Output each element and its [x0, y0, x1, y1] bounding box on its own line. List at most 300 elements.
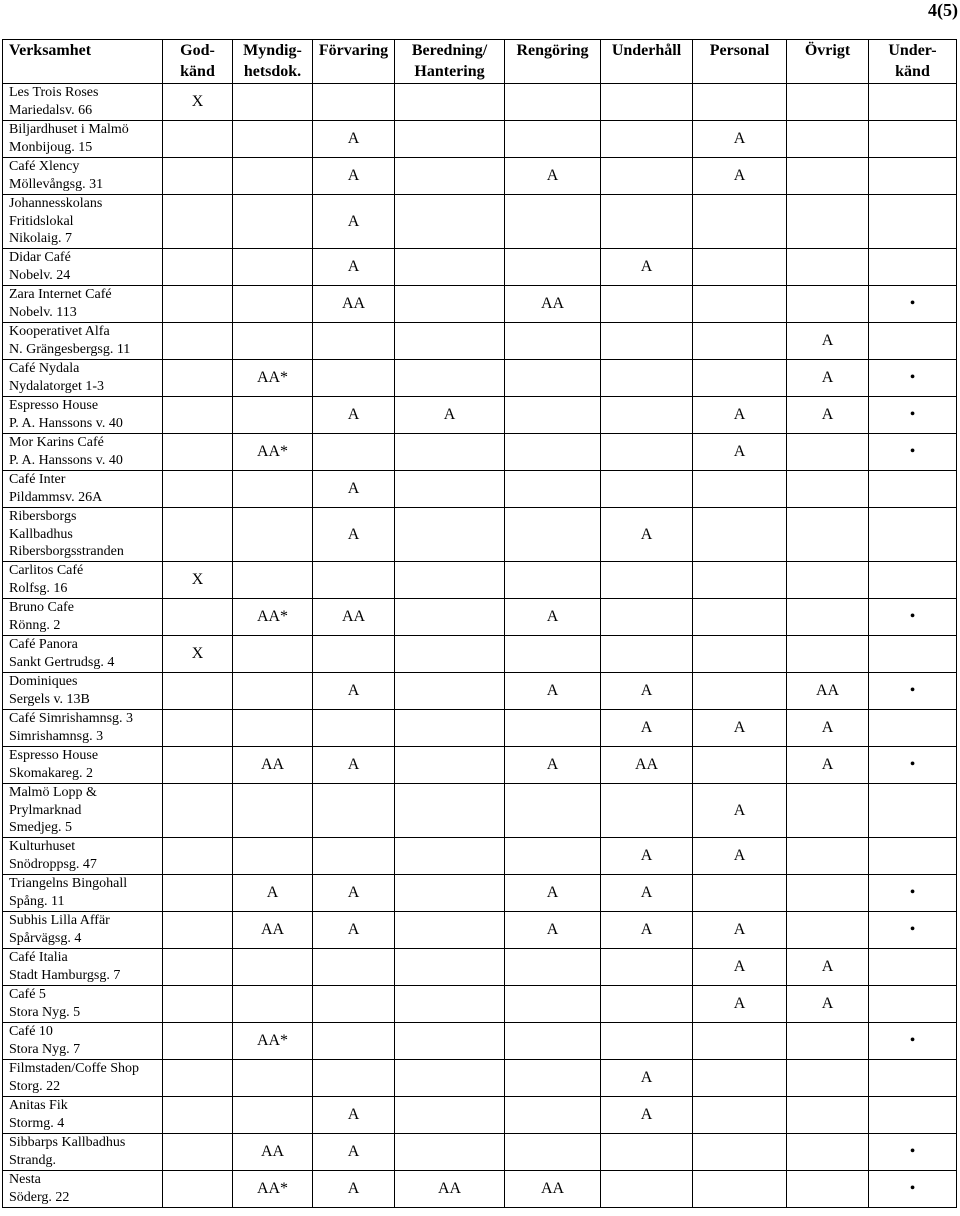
underhall-cell [601, 784, 693, 838]
myndighetsdok-cell: AA* [233, 434, 313, 471]
page-number: 4(5) [928, 0, 958, 20]
forvaring-cell [313, 360, 395, 397]
forvaring-cell: A [313, 875, 395, 912]
personal-cell [693, 747, 787, 784]
rengoring-cell: AA [505, 286, 601, 323]
beredning-cell [395, 84, 505, 121]
table-row [3, 912, 957, 949]
table-row [3, 249, 957, 286]
underkand-cell: • [869, 434, 957, 471]
business-name: Kulturhuset [9, 839, 76, 854]
underhall-cell [601, 158, 693, 195]
business-address-line: Ribersborgsstranden [9, 544, 124, 559]
underkand-cell: • [869, 360, 957, 397]
underhall-cell [601, 195, 693, 249]
myndighetsdok-cell [233, 121, 313, 158]
personal-cell: A [693, 949, 787, 986]
beredning-cell [395, 636, 505, 673]
business-address-line: Stora Nyg. 7 [9, 1041, 81, 1057]
business-name: Malmö Lopp & [9, 785, 97, 800]
rengoring-cell [505, 1060, 601, 1097]
ovrigt-cell [787, 599, 869, 636]
godkand-cell [163, 286, 233, 323]
myndighetsdok-cell: AA* [233, 1023, 313, 1060]
personal-cell [693, 508, 787, 562]
underkand-cell: • [869, 1134, 957, 1171]
rengoring-cell [505, 249, 601, 286]
underkand-cell [869, 471, 957, 508]
verksamhet-cell [3, 1060, 163, 1097]
godkand-cell [163, 784, 233, 838]
header-personal: Personal [693, 40, 787, 84]
personal-cell: A [693, 912, 787, 949]
business-name: Ribersborgs [9, 509, 77, 524]
forvaring-cell: A [313, 195, 395, 249]
personal-cell [693, 636, 787, 673]
business-name: Filmstaden/Coffe Shop [9, 1061, 140, 1076]
personal-cell [693, 249, 787, 286]
personal-cell [693, 195, 787, 249]
verksamhet-cell [3, 784, 163, 838]
ovrigt-cell [787, 562, 869, 599]
underhall-cell: A [601, 1097, 693, 1134]
myndighetsdok-cell [233, 986, 313, 1023]
business-name: Café Simrishamnsg. 3 [9, 711, 134, 726]
underkand-cell [869, 84, 957, 121]
forvaring-cell [313, 838, 395, 875]
myndighetsdok-cell [233, 286, 313, 323]
beredning-cell [395, 508, 505, 562]
underhall-cell: A [601, 1060, 693, 1097]
beredning-cell [395, 875, 505, 912]
ovrigt-cell: A [787, 397, 869, 434]
personal-cell: A [693, 121, 787, 158]
table-row [3, 949, 957, 986]
rengoring-cell [505, 710, 601, 747]
rengoring-cell: A [505, 912, 601, 949]
rengoring-cell: A [505, 673, 601, 710]
forvaring-cell [313, 562, 395, 599]
table-row [3, 323, 957, 360]
beredning-cell [395, 1060, 505, 1097]
underhall-cell: A [601, 912, 693, 949]
beredning-cell [395, 838, 505, 875]
business-address-line: Sankt Gertrudsg. 4 [9, 654, 115, 670]
personal-cell [693, 1171, 787, 1208]
business-address-line: Simrishamnsg. 3 [9, 728, 104, 744]
beredning-cell [395, 1134, 505, 1171]
forvaring-cell [313, 323, 395, 360]
myndighetsdok-cell: AA* [233, 599, 313, 636]
godkand-cell [163, 673, 233, 710]
personal-cell [693, 84, 787, 121]
forvaring-cell [313, 434, 395, 471]
underhall-cell [601, 1171, 693, 1208]
personal-cell [693, 323, 787, 360]
underhall-cell [601, 636, 693, 673]
myndighetsdok-cell [233, 195, 313, 249]
rengoring-cell [505, 508, 601, 562]
ovrigt-cell [787, 286, 869, 323]
forvaring-cell [313, 949, 395, 986]
business-name: Espresso House [9, 398, 99, 413]
ovrigt-cell: AA [787, 673, 869, 710]
business-name: Café Panora [9, 637, 78, 652]
beredning-cell: AA [395, 1171, 505, 1208]
business-address-line: Smedjeg. 5 [9, 820, 72, 835]
business-name: Dominiques [9, 674, 78, 689]
underhall-cell [601, 121, 693, 158]
underkand-cell: • [869, 1171, 957, 1208]
underkand-cell [869, 1097, 957, 1134]
beredning-cell [395, 121, 505, 158]
rengoring-cell [505, 1097, 601, 1134]
business-address-line: Mariedalsv. 66 [9, 102, 93, 118]
table-row [3, 710, 957, 747]
ovrigt-cell [787, 1023, 869, 1060]
godkand-cell [163, 249, 233, 286]
underhall-cell [601, 1023, 693, 1060]
rengoring-cell [505, 360, 601, 397]
table-row [3, 747, 957, 784]
verksamhet-cell [3, 434, 163, 471]
ovrigt-cell [787, 158, 869, 195]
rengoring-cell [505, 397, 601, 434]
rengoring-cell [505, 434, 601, 471]
underhall-cell: AA [601, 747, 693, 784]
ovrigt-cell: A [787, 949, 869, 986]
verksamhet-cell [3, 1171, 163, 1208]
verksamhet-cell [3, 1097, 163, 1134]
underkand-cell: • [869, 673, 957, 710]
personal-cell [693, 1023, 787, 1060]
table-row [3, 195, 957, 249]
beredning-cell [395, 360, 505, 397]
godkand-cell [163, 747, 233, 784]
business-address-line: N. Grängesbergsg. 11 [9, 341, 131, 357]
myndighetsdok-cell [233, 249, 313, 286]
godkand-cell: X [163, 636, 233, 673]
rengoring-cell: A [505, 747, 601, 784]
ovrigt-cell [787, 249, 869, 286]
myndighetsdok-cell [233, 158, 313, 195]
myndighetsdok-cell [233, 323, 313, 360]
header-rengoring: Rengöring [505, 40, 601, 84]
godkand-cell [163, 986, 233, 1023]
header-ovrigt: Övrigt [787, 40, 869, 84]
business-name: Espresso House [9, 748, 99, 763]
forvaring-cell: A [313, 912, 395, 949]
table-row [3, 360, 957, 397]
underkand-cell [869, 249, 957, 286]
beredning-cell [395, 434, 505, 471]
beredning-cell [395, 599, 505, 636]
ovrigt-cell: A [787, 360, 869, 397]
header-row [3, 40, 957, 84]
beredning-cell [395, 710, 505, 747]
verksamhet-cell [3, 562, 163, 599]
beredning-cell [395, 986, 505, 1023]
table-row [3, 158, 957, 195]
myndighetsdok-cell: AA [233, 912, 313, 949]
verksamhet-cell [3, 599, 163, 636]
header-underkand-line1: Under- [888, 42, 937, 59]
header-underkand [869, 40, 957, 84]
table-row [3, 84, 957, 121]
ovrigt-cell [787, 838, 869, 875]
myndighetsdok-cell [233, 562, 313, 599]
godkand-cell [163, 599, 233, 636]
verksamhet-cell [3, 636, 163, 673]
forvaring-cell [313, 636, 395, 673]
business-address-line: Storg. 22 [9, 1078, 61, 1094]
personal-cell: A [693, 838, 787, 875]
godkand-cell [163, 323, 233, 360]
underhall-cell: A [601, 673, 693, 710]
business-address-line: Strandg. [9, 1152, 57, 1168]
verksamhet-cell [3, 360, 163, 397]
rengoring-cell [505, 636, 601, 673]
godkand-cell [163, 1134, 233, 1171]
godkand-cell [163, 434, 233, 471]
personal-cell [693, 360, 787, 397]
ovrigt-cell [787, 875, 869, 912]
business-name: Nesta [9, 1172, 41, 1187]
myndighetsdok-cell [233, 1060, 313, 1097]
beredning-cell [395, 1023, 505, 1060]
table-row [3, 636, 957, 673]
godkand-cell [163, 360, 233, 397]
business-address-line: P. A. Hanssons v. 40 [9, 415, 123, 431]
table-row [3, 397, 957, 434]
business-name: Kooperativet Alfa [9, 324, 110, 339]
godkand-cell [163, 121, 233, 158]
godkand-cell [163, 471, 233, 508]
business-name: Café Inter [9, 472, 66, 487]
forvaring-cell: A [313, 1134, 395, 1171]
myndighetsdok-cell: AA* [233, 360, 313, 397]
underhall-cell: A [601, 508, 693, 562]
forvaring-cell: A [313, 673, 395, 710]
business-address-line: Fritidslokal [9, 213, 74, 229]
beredning-cell [395, 286, 505, 323]
godkand-cell [163, 1060, 233, 1097]
myndighetsdok-cell [233, 1097, 313, 1134]
business-address-line: Nobelv. 113 [9, 304, 77, 320]
table-row [3, 599, 957, 636]
header-myndighetsdok-line2: hetsdok. [243, 63, 302, 80]
rengoring-cell: A [505, 158, 601, 195]
underhall-cell [601, 434, 693, 471]
business-name: Café Nydala [9, 361, 80, 376]
godkand-cell [163, 710, 233, 747]
table-row [3, 121, 957, 158]
business-address-line: Spång. 11 [9, 893, 65, 909]
verksamhet-cell [3, 710, 163, 747]
beredning-cell [395, 471, 505, 508]
table-body [3, 84, 957, 1208]
business-address-line: Nikolaig. 7 [9, 231, 72, 246]
underkand-cell: • [869, 286, 957, 323]
verksamhet-cell [3, 875, 163, 912]
personal-cell [693, 286, 787, 323]
underkand-cell [869, 195, 957, 249]
verksamhet-cell [3, 747, 163, 784]
business-name: Sibbarps Kallbadhus [9, 1135, 126, 1150]
forvaring-cell: A [313, 508, 395, 562]
business-name: Café 10 [9, 1024, 53, 1039]
rengoring-cell: AA [505, 1171, 601, 1208]
beredning-cell [395, 249, 505, 286]
ovrigt-cell [787, 471, 869, 508]
forvaring-cell: AA [313, 599, 395, 636]
business-name: Les Trois Roses [9, 85, 99, 100]
forvaring-cell [313, 784, 395, 838]
ovrigt-cell [787, 912, 869, 949]
header-underkand-line2: känd [895, 63, 930, 80]
forvaring-cell [313, 84, 395, 121]
myndighetsdok-cell: AA [233, 747, 313, 784]
personal-cell [693, 673, 787, 710]
business-address-line: Söderg. 22 [9, 1189, 70, 1205]
forvaring-cell: A [313, 158, 395, 195]
rengoring-cell [505, 471, 601, 508]
godkand-cell [163, 195, 233, 249]
myndighetsdok-cell [233, 471, 313, 508]
business-address-line: Monbijoug. 15 [9, 139, 93, 155]
business-name: Didar Café [9, 250, 71, 265]
verksamhet-cell [3, 949, 163, 986]
rengoring-cell: A [505, 875, 601, 912]
table-row [3, 434, 957, 471]
forvaring-cell: A [313, 249, 395, 286]
header-beredning [395, 40, 505, 84]
godkand-cell: X [163, 562, 233, 599]
personal-cell [693, 1060, 787, 1097]
verksamhet-cell [3, 986, 163, 1023]
underhall-cell [601, 471, 693, 508]
rengoring-cell [505, 949, 601, 986]
rengoring-cell [505, 323, 601, 360]
table-row [3, 784, 957, 838]
verksamhet-cell [3, 158, 163, 195]
ovrigt-cell [787, 1060, 869, 1097]
beredning-cell [395, 195, 505, 249]
business-address-line: Nobelv. 24 [9, 267, 71, 283]
myndighetsdok-cell [233, 397, 313, 434]
verksamhet-cell [3, 286, 163, 323]
business-address-line: Snödroppsg. 47 [9, 856, 97, 872]
myndighetsdok-cell: AA* [233, 1171, 313, 1208]
beredning-cell [395, 158, 505, 195]
table-row [3, 286, 957, 323]
underhall-cell: A [601, 875, 693, 912]
header-beredning-line2: Hantering [414, 63, 485, 80]
ovrigt-cell [787, 84, 869, 121]
godkand-cell [163, 1023, 233, 1060]
underhall-cell [601, 986, 693, 1023]
business-address-line: Rolfsg. 16 [9, 580, 68, 596]
business-name: Café Italia [9, 950, 68, 965]
ovrigt-cell [787, 1134, 869, 1171]
verksamhet-cell [3, 323, 163, 360]
verksamhet-cell [3, 838, 163, 875]
ovrigt-cell [787, 195, 869, 249]
personal-cell: A [693, 986, 787, 1023]
underhall-cell [601, 949, 693, 986]
underkand-cell: • [869, 747, 957, 784]
rengoring-cell [505, 562, 601, 599]
table-row [3, 875, 957, 912]
table-row [3, 1023, 957, 1060]
underkand-cell: • [869, 875, 957, 912]
godkand-cell [163, 875, 233, 912]
godkand-cell [163, 397, 233, 434]
verksamhet-cell [3, 249, 163, 286]
myndighetsdok-cell [233, 508, 313, 562]
beredning-cell [395, 1097, 505, 1134]
forvaring-cell: A [313, 121, 395, 158]
business-address-line: Sergels v. 13B [9, 691, 90, 707]
header-myndighetsdok [233, 40, 313, 84]
business-address-line: Skomakareg. 2 [9, 765, 93, 781]
beredning-cell [395, 562, 505, 599]
underkand-cell: • [869, 599, 957, 636]
forvaring-cell: AA [313, 286, 395, 323]
verksamhet-cell [3, 508, 163, 562]
personal-cell [693, 471, 787, 508]
business-address-line: Stormg. 4 [9, 1115, 65, 1131]
personal-cell [693, 599, 787, 636]
underhall-cell: A [601, 710, 693, 747]
underkand-cell [869, 158, 957, 195]
underkand-cell [869, 710, 957, 747]
rengoring-cell [505, 986, 601, 1023]
ovrigt-cell [787, 121, 869, 158]
verksamhet-cell [3, 121, 163, 158]
underhall-cell [601, 84, 693, 121]
forvaring-cell [313, 1023, 395, 1060]
header-godkand [163, 40, 233, 84]
personal-cell: A [693, 434, 787, 471]
business-address-line: Kallbadhus [9, 526, 73, 542]
myndighetsdok-cell [233, 84, 313, 121]
myndighetsdok-cell [233, 949, 313, 986]
business-name: Café 5 [9, 987, 46, 1002]
rengoring-cell [505, 1134, 601, 1171]
header-godkand-line1: God- [180, 42, 215, 59]
rengoring-cell [505, 784, 601, 838]
business-address-line: Nydalatorget 1-3 [9, 378, 104, 394]
underhall-cell [601, 599, 693, 636]
ovrigt-cell: A [787, 747, 869, 784]
business-address-line: Prylmarknad [9, 802, 82, 818]
beredning-cell [395, 747, 505, 784]
rengoring-cell [505, 121, 601, 158]
ovrigt-cell: A [787, 986, 869, 1023]
beredning-cell [395, 912, 505, 949]
business-name: Zara Internet Café [9, 287, 112, 302]
table-row [3, 508, 957, 562]
rengoring-cell [505, 1023, 601, 1060]
godkand-cell: X [163, 84, 233, 121]
myndighetsdok-cell: A [233, 875, 313, 912]
underkand-cell [869, 838, 957, 875]
underkand-cell [869, 986, 957, 1023]
rengoring-cell [505, 195, 601, 249]
ovrigt-cell [787, 508, 869, 562]
table-row [3, 1171, 957, 1208]
